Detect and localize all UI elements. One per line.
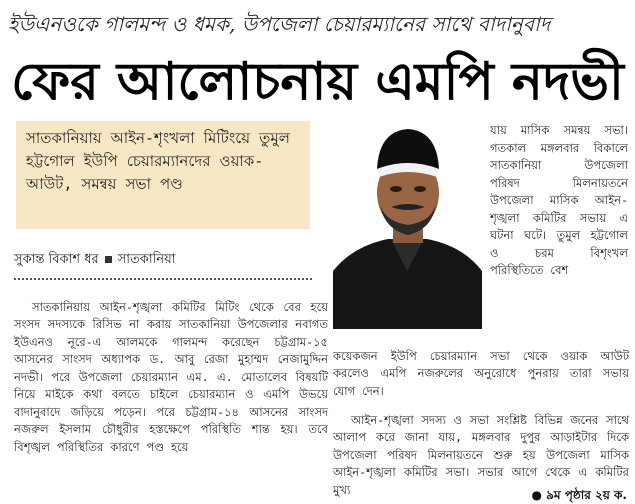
main-headline: ফের আলোচনায় এমপি নদভী	[11, 52, 624, 112]
body-paragraph-wide-2-text: আইন-শৃঙ্খলা সদস্য ও সভা সংশ্লিষ্ট বিভিন্ন জনের সাথে আলাপ করে জানা যায়, মঙ্গলবার দুপুর আড়াইটার দিকে উপজেলা পরিষদ মিলনায়তনে শুরু হয় উপজেলা মাসিক আইন-শৃঙ্খলা কমিটির সভা। সভার আগে থেকে এ কমিটির মুখ্য	[333, 412, 629, 497]
body-paragraph-left	[14, 299, 328, 457]
portrait-illustration	[333, 121, 482, 329]
byline	[14, 250, 314, 270]
byline-author: সুকান্ত বিকাশ ধর	[14, 252, 99, 267]
body-paragraph-wide-1: কয়েকজন ইউপি চেয়ারম্যান সভা থেকে ওয়াক আউট করলেও এমপি নজরুলের অনুরোধে পুনরায় তারা সভায় যোগ দেন।	[333, 348, 629, 398]
body-paragraph-left-text: সাতকানিয়ায় আইন-শৃঙ্খলা কমিটির মিটিং থেকে বের হয়ে সংসদ সদস্যকে রিসিভ না করায় সাতকানিয়া উপজেলার নবাগত ইউএনও নূরে-এ আলমকে গালমন্দ করেছেন চট্টগ্রাম-১৫ আসনের সাংসদ অধ্যাপক ড. আবু রেজা মুহাম্মদ নেজামুদ্দিন নদভী। পরে উপজেলা চেয়ারম্যান এম. এ. মোতালেব বিষয়টি নিয়ে মাইকে কথা বলতে চাইলে চেয়ারম্যান ও এমপি উভয়ে বাদানুবাদে জড়িয়ে পড়েন। পরে চট্টগ্রাম-১৪ আসনের সাংসদ নজরুল ইসলাম চৌধুরীর হস্তক্ষেপে পরিস্থিতি শান্ত হয়। তবে বিশৃঙ্খল পরিস্থিতির কারণে পণ্ড হয়ে	[14, 299, 328, 454]
kicker-headline: ইউএনওকে গালমন্দ ও ধমক, উপজেলা চেয়ারম্যানের সাথে বাদানুবাদ	[8, 12, 551, 36]
byline-location: সাতকানিয়া	[117, 252, 176, 267]
article-column-right	[490, 122, 628, 332]
dotted-divider	[14, 278, 312, 280]
subheadline-box: সাতকানিয়ায় আইন-শৃংখলা মিটিংয়ে তুমুল হট্টগোল ইউপি চেয়ারম্যানদের ওয়াক-আউট, সমন্বয় সভা পণ্ড	[16, 121, 310, 229]
byline-separator	[105, 256, 112, 263]
body-paragraph-right: যায় মাসিক সমন্বয় সভা। গতকাল মঙ্গলবার বিকালে সাতকানিয়া উপজেলা পরিষদ মিলনায়তনে উপজেলা মাসিক আইন-শৃঙ্খলা কমিটির সভায় এ ঘটনা ঘটে। তুমুল হট্টগোল ও চরম বিশৃংখল পরিস্থিতিতে বেশ	[490, 123, 628, 277]
continued-on-page-note[interactable]: ● ৯ম পৃষ্ঠার ২য় ক.	[531, 488, 627, 502]
article-column-left	[14, 287, 328, 497]
mp-portrait-photo	[333, 121, 482, 329]
